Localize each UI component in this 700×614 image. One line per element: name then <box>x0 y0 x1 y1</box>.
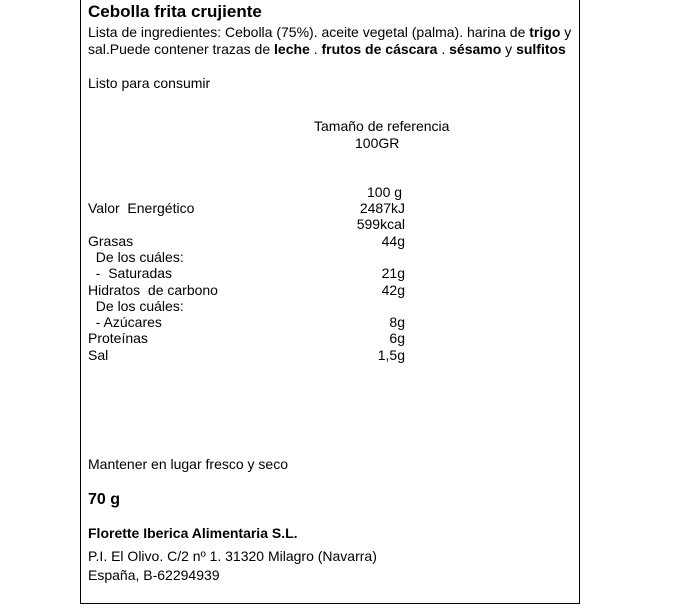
allergen-text: frutos de cáscara <box>321 41 438 57</box>
nutrition-value: 6g <box>389 330 405 347</box>
nutrition-value: 599kcal <box>356 216 405 233</box>
nutrition-label: Grasas <box>88 232 134 249</box>
net-weight: 70 g <box>88 491 121 508</box>
per-100g-header: 100 g <box>367 184 403 200</box>
ingredient-text: . <box>309 41 322 57</box>
ingredient-text: y sal.Puede contener trazas de <box>88 24 572 57</box>
ingredient-text: y <box>501 41 517 57</box>
nutrition-value: 1,5g <box>377 346 405 363</box>
nutrition-label: De los cuáles: <box>88 297 184 314</box>
nutrition-label: Valor Energético <box>88 200 195 216</box>
nutrition-label: - Azúcares <box>88 314 162 331</box>
allergen-text: sésamo <box>449 41 502 57</box>
nutrition-value: 44g <box>381 232 405 249</box>
nutrition-value: 21g <box>381 265 405 282</box>
product-title: Cebolla frita crujiente <box>88 2 262 21</box>
ingredients-text <box>88 24 578 58</box>
storage-text: Mantener en lugar fresco y seco <box>88 456 288 472</box>
allergen-text: trigo <box>529 24 561 40</box>
ingredient-text: . <box>437 41 450 57</box>
ingredient-text: Lista de ingredientes: Cebolla (75%). aceite vegetal (palma). harina de <box>88 24 530 40</box>
usage-text: Listo para consumir <box>88 75 211 91</box>
nutrition-label: Hidratos de carbono <box>88 281 218 298</box>
reference-size-value: 100GR <box>355 135 400 151</box>
nutrition-value: 42g <box>381 281 405 298</box>
nutrition-label: - Saturadas <box>88 265 173 282</box>
allergen-text: leche <box>274 41 310 57</box>
company-country-id: España, B-62294939 <box>88 567 220 583</box>
company-name: Florette Iberica Alimentaria S.L. <box>88 525 298 541</box>
company-address: P.I. El Olivo. C/2 nº 1. 31320 Milagro (Navarra) <box>88 548 377 564</box>
reference-size-label: Tamaño de referencia <box>314 118 450 134</box>
nutrition-label: Sal <box>88 346 109 363</box>
nutrition-label: De los cuáles: <box>88 248 184 265</box>
allergen-text: sulfitos <box>516 41 566 57</box>
nutrition-value: 8g <box>389 314 405 331</box>
nutrition-value: 2487kJ <box>359 200 405 216</box>
nutrition-label: Proteínas <box>88 330 148 347</box>
